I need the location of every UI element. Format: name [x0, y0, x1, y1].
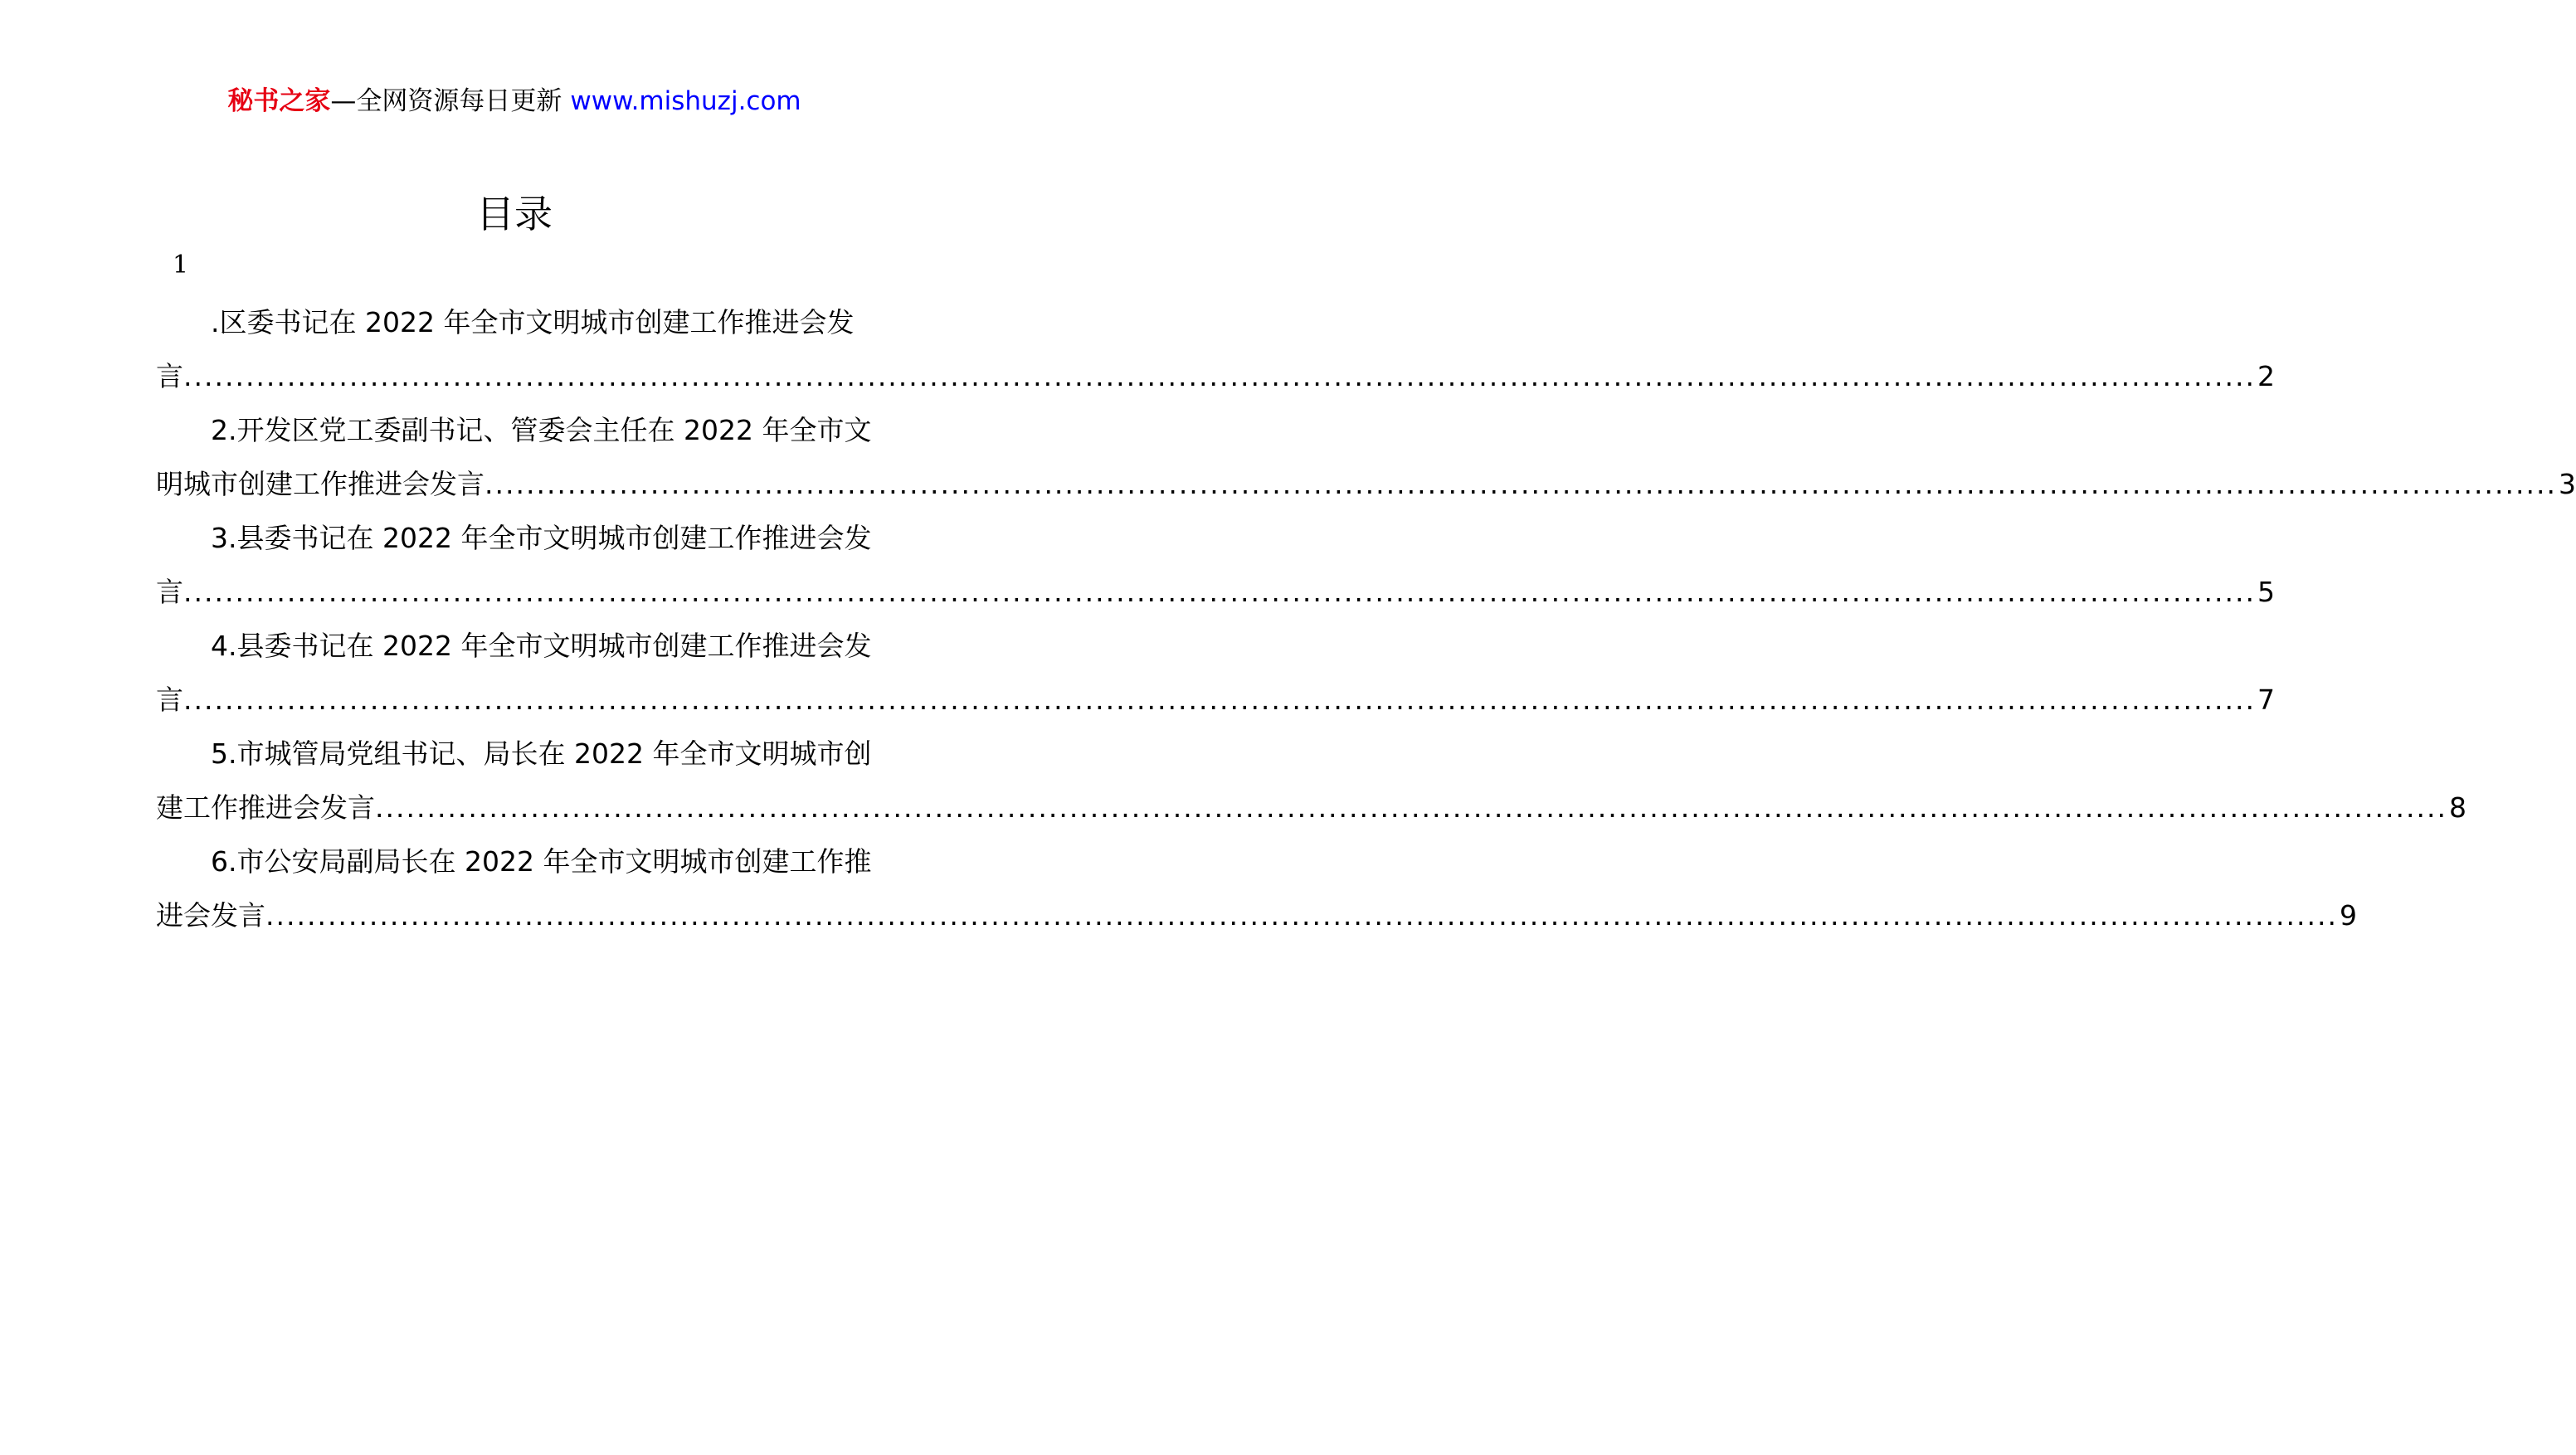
toc-entry-title-cont: 进会发言	[156, 899, 265, 932]
toc-entry-title: 5.市城管局党组书记、局长在 2022 年全市文明城市创	[211, 737, 872, 770]
banner-tagline: —全网资源每日更新	[330, 86, 562, 116]
toc-entry-title: 4.县委书记在 2022 年全市文明城市创建工作推进会发	[211, 630, 872, 662]
toc-leader-dots: ........................................................................................................................................................................................................	[183, 576, 2256, 608]
toc-entry-tail	[156, 781, 2466, 835]
toc-entry-title: 3.县委书记在 2022 年全市文明城市创建工作推进会发	[211, 522, 872, 554]
toc-page-number: 3	[2558, 468, 2576, 500]
toc-page-number: 7	[2257, 684, 2275, 716]
toc-leader-dots: ........................................................................................................................................................................................................	[485, 468, 2557, 500]
toc-entry-title: 2.开发区党工委副书记、管委会主任在 2022 年全市文	[211, 414, 872, 446]
toc-leader-dots: ........................................................................................................................................................................................................	[183, 684, 2256, 716]
toc-page-number: 5	[2257, 576, 2275, 608]
toc-entry-tail	[156, 565, 2275, 619]
toc-entry-tail	[156, 673, 2275, 727]
brand-name: 秘书之家	[227, 86, 331, 116]
toc-entry-2[interactable]	[156, 403, 2576, 511]
toc-entry-title: .区委书记在 2022 年全市文明城市创建工作推进会发	[211, 306, 855, 338]
toc-entry-title-cont: 明城市创建工作推进会发言	[156, 468, 485, 500]
toc-entry-6[interactable]	[156, 835, 2357, 942]
table-of-contents	[156, 295, 2576, 942]
page-title: 目录	[476, 192, 553, 236]
toc-entry-tail	[156, 457, 2576, 511]
toc-leader-dots: ........................................................................................................................................................................................................	[183, 360, 2256, 392]
toc-entry-title-cont: 言	[156, 684, 183, 716]
toc-entry-title: 6.市公安局副局长在 2022 年全市文明城市创建工作推	[211, 845, 872, 878]
toc-entry-1[interactable]	[156, 295, 2275, 403]
toc-entry-title-cont: 建工作推进会发言	[156, 791, 375, 824]
site-url-link[interactable]: www.mishuzj.com	[570, 86, 801, 116]
toc-entry-tail	[156, 349, 2275, 403]
page-marker: 1	[173, 251, 189, 280]
site-banner	[0, 83, 1029, 119]
toc-entry-tail	[156, 888, 2357, 942]
toc-leader-dots: ........................................................................................................................................................................................................	[375, 791, 2447, 824]
toc-page-number: 9	[2339, 899, 2357, 932]
toc-page-number: 8	[2448, 791, 2466, 824]
toc-leader-dots: ........................................................................................................................................................................................................	[265, 899, 2338, 932]
toc-entry-title-cont: 言	[156, 360, 183, 392]
toc-entry-3[interactable]	[156, 511, 2275, 619]
toc-entry-title-cont: 言	[156, 576, 183, 608]
toc-entry-4[interactable]	[156, 619, 2275, 727]
toc-entry-5[interactable]	[156, 727, 2466, 835]
toc-page-number: 2	[2257, 360, 2275, 392]
